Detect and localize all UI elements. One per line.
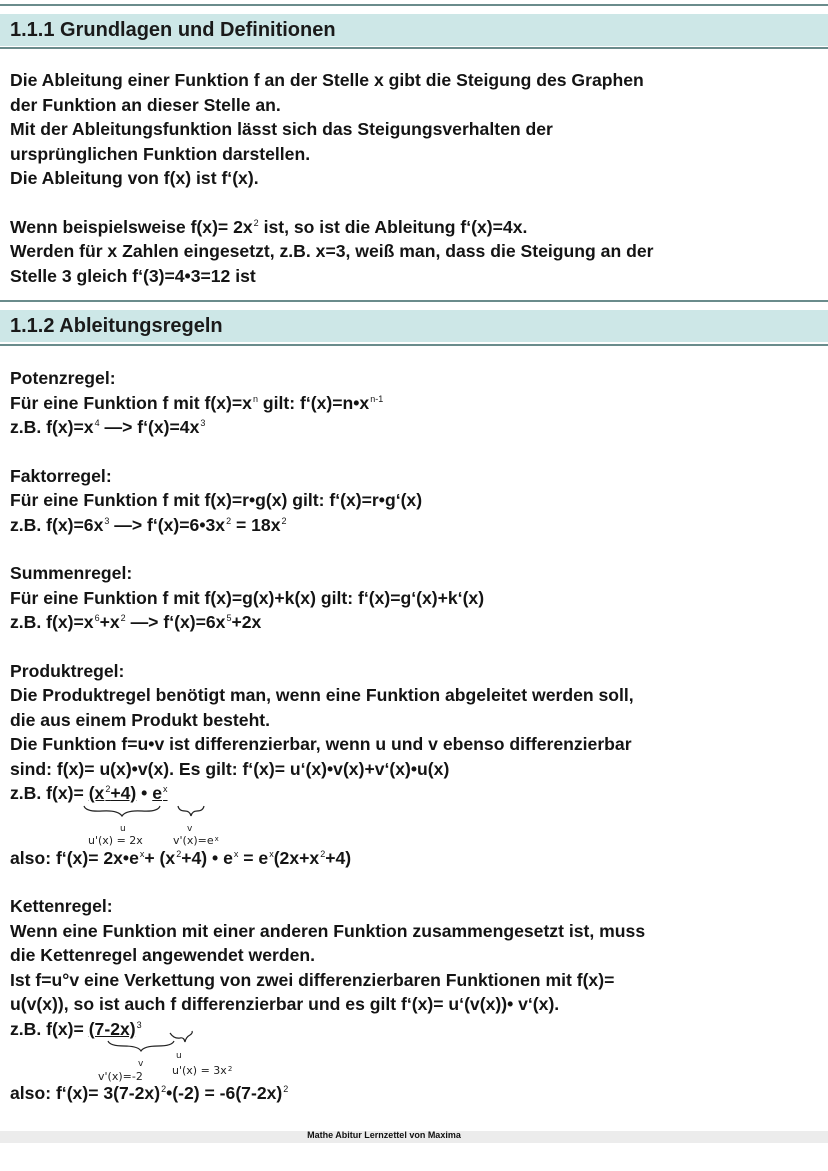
note-u: u bbox=[176, 1051, 182, 1061]
u-term: $(x^2+4)$ bbox=[88, 783, 137, 803]
section-heading-ableitungsregeln: 1.1.2 Ableitungsregeln bbox=[0, 310, 828, 342]
section-heading-grundlagen: 1.1.1 Grundlagen und Definitionen bbox=[0, 14, 828, 46]
inner-term: (7-2x) bbox=[88, 1018, 136, 1039]
note-dv: $v'(x)=e^x$ bbox=[173, 833, 219, 847]
text-line: Ist f=u°v eine Verkettung von zwei differenzierbaren Funktionen mit f(x)= bbox=[10, 969, 615, 990]
footer-text: Mathe Abitur Lernzettel von Maxima bbox=[307, 1130, 461, 1140]
kettenregel-annotation bbox=[10, 1041, 818, 1081]
text-line: Die Ableitung von f(x) ist f‘(x). bbox=[10, 168, 259, 188]
note-u: u bbox=[120, 823, 126, 834]
summenregel-example: z.B. $f(x)=x^6+x^2$ —> $f‘(x)=6x^5+2x$ bbox=[10, 612, 262, 632]
text-line: Stelle 3 gleich f‘(3)=4•3=12 ist bbox=[10, 265, 256, 286]
faktorregel-rule: Für eine Funktion f mit f(x)=r•g(x) gilt: f‘(x)=r•g‘(x) bbox=[10, 490, 423, 510]
brace-v-icon bbox=[106, 1039, 176, 1053]
section-rule bbox=[0, 344, 828, 346]
section-rule bbox=[0, 47, 828, 49]
example-line: Wenn beispielsweise $f(x)= 2x^2$ ist, so ist die Ableitung f‘(x)=4x. bbox=[10, 216, 528, 237]
note-dv: v'(x)=-2 bbox=[98, 1070, 143, 1083]
section-body-grundlagen bbox=[10, 68, 818, 288]
text-line: Die Ableitung einer Funktion f an der Stelle x gibt die Steigung des Graphen bbox=[10, 70, 644, 90]
brace-u-icon bbox=[168, 1029, 194, 1043]
note-v: v bbox=[138, 1059, 144, 1069]
note-du: u'(x) = 2x bbox=[88, 833, 143, 847]
produktregel-title: Produktregel: bbox=[10, 660, 125, 681]
produktregel-result: also: f‘(x)= $2x•e^x+ (x^2+4)$ • $e^x = e^x(2x+x^2+4)$ bbox=[10, 847, 352, 868]
section-body-ableitungsregeln bbox=[10, 366, 818, 1106]
brace-v-icon bbox=[176, 804, 206, 818]
brace-u-icon bbox=[82, 804, 162, 818]
text-line: ursprünglichen Funktion darstellen. bbox=[10, 143, 311, 164]
text-line: Wenn eine Funktion mit einer anderen Funktion zusammengesetzt ist, muss bbox=[10, 920, 646, 941]
text-line: die aus einem Produkt besteht. bbox=[10, 709, 271, 730]
kettenregel-title: Kettenregel: bbox=[10, 896, 113, 916]
kettenregel-example: z.B. $f(x)= (7-2x)^3$ bbox=[10, 1018, 142, 1039]
text-line: sind: f(x)= u(x)•v(x). Es gilt: f‘(x)= u‘(x)•v(x)+v‘(x)•u(x) bbox=[10, 758, 450, 779]
text-line: u(v(x)), so ist auch f differenzierbar und es gilt f‘(x)= u‘(v(x))• v‘(x). bbox=[10, 994, 560, 1014]
section-rule bbox=[0, 300, 828, 302]
text-line: die Kettenregel angewendet werden. bbox=[10, 945, 316, 965]
text-line: Die Produktregel benötigt man, wenn eine Funktion abgeleitet werden soll, bbox=[10, 685, 634, 705]
potenzregel-title: Potenzregel: bbox=[10, 368, 116, 388]
text-line: Mit der Ableitungsfunktion lässt sich das Steigungsverhalten der bbox=[10, 119, 553, 139]
note-du: $u'(x) = 3x^2$ bbox=[172, 1064, 233, 1077]
v-term: $e^x$ bbox=[152, 783, 168, 803]
potenzregel-rule: Für eine Funktion f mit $f(x)=x^n$ gilt: $f‘(x)=n•x^{n-1}$ bbox=[10, 392, 384, 413]
text-line: Werden für x Zahlen eingesetzt, z.B. x=3, weiß man, dass die Steigung an der bbox=[10, 241, 654, 261]
top-rule bbox=[0, 4, 828, 6]
text-line: Die Funktion f=u•v ist differenzierbar, wenn u und v ebenso differenzierbar bbox=[10, 734, 632, 754]
summenregel-rule: Für eine Funktion f mit f(x)=g(x)+k(x) gilt: f‘(x)=g‘(x)+k‘(x) bbox=[10, 587, 485, 608]
note-v: v bbox=[187, 823, 193, 834]
faktorregel-example: z.B. $f(x)=6x^3$ —> $f‘(x)=6•3x^2 = 18x^2$ bbox=[10, 514, 287, 535]
produktregel-example: z.B. $f(x)= (x^2+4)$ • $e^x$ bbox=[10, 783, 168, 803]
kettenregel-result: also: f‘(x)= $3(7-2x)^2•(-2) = -6(7-2x)^2$ bbox=[10, 1083, 289, 1103]
text-line: der Funktion an dieser Stelle an. bbox=[10, 94, 281, 115]
faktorregel-title: Faktorregel: bbox=[10, 465, 112, 486]
produktregel-annotation bbox=[10, 806, 818, 846]
potenzregel-example: z.B. $f(x)=x^4$ —> $f‘(x)=4x^3$ bbox=[10, 417, 206, 437]
summenregel-title: Summenregel: bbox=[10, 563, 133, 583]
